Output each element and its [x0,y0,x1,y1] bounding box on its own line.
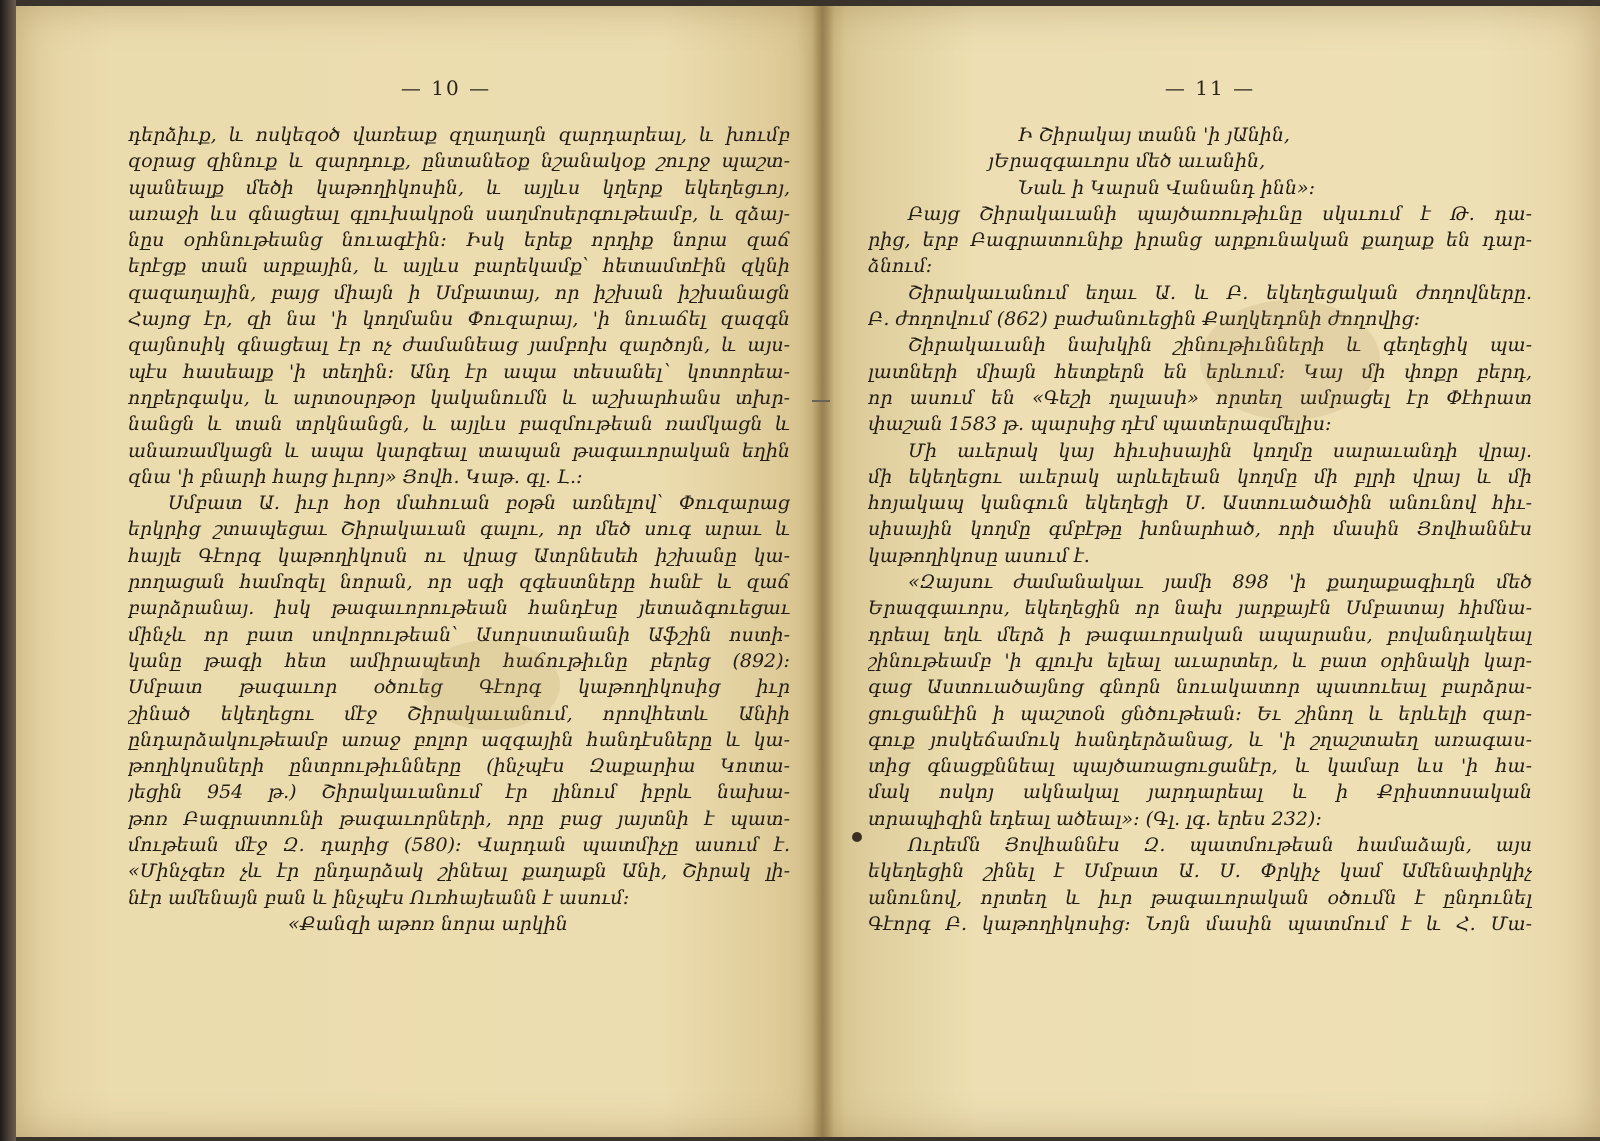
text-line: ցուցանէին ի պաշտօն ցնծութեան։ Եւ շինող և երևելի զար- [868,702,1532,725]
text-line: փաշան 1583 թ. պարսից դէմ պատերազմելիս։ [868,413,1332,436]
paragraph-start-line: Շիրակաւանում եղաւ Ա. և Բ. եկեղեցական ժողովները. [908,281,1532,304]
text-line: զազաղային, բայց միայն ի Սմբատայ, որ իշխան իշխանացն [128,281,790,304]
text-line: տից գնացքննեալ պայծառացուցանէր, և կամար ևս 'ի հա- [868,755,1532,778]
text-line: մութեան մէջ Զ. դարից (580)։ Վարդան պատմիչը ասում է. [128,834,790,857]
text-line: ընդարձակութեամբ առաջ բոլոր ազգային հանդէսները և կա- [128,728,790,751]
text-line: դերձիւք, և ոսկեզօծ վառեաք զղաղաղն զարդարեալ, և խումբ [128,124,790,146]
text-line: շինած եկեղեցու մէջ Շիրակաւանում, որովհետև Անիի [128,702,790,725]
text-line: զայնոսիկ գնացեալ էր ոչ ժամանեաց յամբոխ զարծոյն, և այս- [128,334,790,357]
text-line: որ ասում են «Գեշի ղալասի» որտեղ ամրացել էր Փէհրատ [868,386,1532,409]
text-line: լատների միայն հետքերն են երևում։ Կայ մի փոքր բերդ, [868,360,1532,383]
text-line: Բ. ժողովում (862) բաժանուեցին Քաղկեդոնի ժողովից։ [868,308,1421,331]
verse-line: Ի Շիրակայ տանն 'ի յԱնին, [1018,124,1290,146]
text-line: Հայոց էր, զի նա 'ի կողմանս Փուզարայ, 'ի նուաճել զազգն [128,308,790,331]
verse-line: «Քանզի աթոռ նորա արկին [288,912,568,935]
text-line: «Մինչգեռ չև էր ընդարձակ շինեալ քաղաքն Անի, Շիրակ լի- [128,860,790,883]
text-line: թոռ Բագրատունի թագաւորների, որը բաց յայտնի է պատ- [128,807,790,830]
text-line: ձնում։ [868,255,933,278]
page-number-left: — 10 — [400,76,492,100]
verse-line: յԵրազգաւորս մեծ աւանին, [988,150,1266,173]
text-line: բարձրանայ. իսկ թագաւորութեան հանդէսը յետաձգուեցաւ [128,597,790,620]
text-line: կանը թագի հետ ամիրապետի հաճութիւնը բերեց (892)։ [128,649,790,672]
binding-edge [0,0,16,1141]
text-line: հայլե Գէորգ կաթողիկոսն ու վրաց Ատրնեսեհ իշխանը կա- [128,544,790,567]
ink-blot [852,832,862,842]
paragraph-start-line: Շիրակաւանի նախկին շինութիւնների և գեղեցիկ պա- [908,334,1532,357]
text-line: պէս հասեալք 'ի տեղին։ Անդ էր ապա տեսանել` կոտորեա- [128,360,790,383]
text-line: րից, երբ Բագրատունիք իրանց արքունական քաղաք են դար- [868,229,1532,252]
paper-stain [1200,300,1380,420]
text-line: անառամկացն և ապա կարգեալ տապան թագաւորական եղին [128,439,790,462]
text-line: ողբերգակս, և արտօսրթօր կականումն և աշխարհանս տխր- [128,386,790,409]
paper-stain [420,640,560,730]
paragraph-start-line: «Զայսու ժամանակաւ յամի 898 'ի քաղաքագիւղն մեծ [908,571,1532,594]
text-line: մինչև որ բատ սովորութեան՝ Ասորստանանի Աֆշին ոստի- [128,623,790,646]
text-line: Գէորգ Բ. կաթողիկոսից։ Նոյն մասին պատմում է և Հ. Մա- [868,912,1532,935]
text-line: Սմբատ թագաւոր օծուեց Գէորգ կաթողիկոսից իւր [128,676,790,699]
paragraph-start-line: Ուրեմն Յովհաննէս Զ. պատմութեան համաձայն, այս [908,834,1532,857]
text-line: յեցին 954 թ.) Շիրակաւանում էր լինում իբրև նախա- [128,781,790,804]
paragraph-start-line: Սմբատ Ա. իւր հօր մահուան բօթն առնելով՝ Փուզարաց [168,492,790,515]
text-line: րողացան համոզել նորան, որ սգի զգեստները հանէ և զաճ [128,571,790,594]
right-page-text [868,122,1532,937]
text-line: զօրաց զինուք և զարդուք, ընտանեօք նշանակօք շուրջ պաշտ- [128,150,790,173]
text-line: անունով, որտեղ և իւր թագաւորական օծումն է ընդունել [868,886,1532,909]
text-line: թողիկոսների ընտրութիւնները (ինչպէս Զաքարիա Կոտա- [128,755,790,778]
verse-line: Նաև ի Կարսն Վանանդ ինն»։ [1018,176,1316,199]
pencil-mark [812,400,830,402]
text-line: մակ ոսկոյ ակնակալ յարդարեալ և ի Քրիստոսական [868,781,1532,804]
text-line: մի եկեղեցու աւերակ արևելեան կողմը մի բլրի վրայ և մի [868,465,1532,488]
text-line: երէցք տան արքային, և այլևս բարեկամք՝ հետամտէին զկնի [128,255,790,278]
text-line: պանեալք մեծի կաթողիկոսին, և այլևս կղերք եկեղեցւոյ, [128,176,790,199]
text-line: տրապիզին եդեալ ածեալ»։ (Գլ. լգ. երես 232)։ [868,807,1322,830]
text-line: նէր ամենայն բան և ինչպէս Ուռհայեանն է ասում։ [128,886,630,909]
right-page [822,6,1600,1137]
paragraph-start-line: Մի աւերակ կայ հիւսիսային կողմը սարաւանդի վրայ. [908,439,1532,462]
left-page [16,6,822,1137]
text-line: առաջի ևս գնացեալ գլուխակրօն սաղմոսերգութեամբ, և զձայ- [128,202,790,225]
text-line: դրեալ եղև մերձ ի թագաւորական ապարանս, բովանդակեալ [868,623,1532,646]
text-line: գուք յոսկեճամուկ հանդերձանաց, և 'ի շղաշտաեղ առագաս- [868,728,1532,751]
text-line: գաց Աստուածայնոց գնորն նուակատոր պատուեալ բարձրա- [868,676,1532,699]
text-line: երկրից շտապեցաւ Շիրակաւան գալու, որ մեծ սուգ արաւ և [128,518,790,541]
text-line: կաթողիկոսը ասում է. [868,544,1090,567]
text-line: հոյակապ կանգուն եկեղեցի Ս. Աստուածածին անունով հիւ- [868,492,1532,515]
text-line: սիսային կողմը գմբէթը խոնարհած, որի մասին Յովհաննէս [868,518,1532,541]
page-number-right: — 11 — [1164,76,1256,100]
text-line: Երազգաւորս, եկեղեցին որ նախ յարքայէն Սմբատայ հիմնա- [868,597,1532,620]
text-line: եկեղեցին շինել է Սմբատ Ա. Ս. Փրկիչ կամ Ամենափրկիչ [868,860,1532,883]
text-line: նանցն և տան տրկնանցն, և այլևս բազմութեան ռամկացն և [128,413,790,436]
book-gutter-shadow [812,6,834,1137]
text-line: նըս օրհնութեանց նուագէին։ Իսկ երեք որդիք նորա զաճ [128,229,790,252]
text-line: շինութեամբ 'ի գլուխ ելեալ աւարտեր, և բատ օրինակի կար- [868,649,1532,672]
paragraph-start-line: Բայց Շիրակաւանի պայծառութիւնը սկսւում է Թ. դա- [908,202,1532,225]
text-line: զնա 'ի բնարի հարց իւրոյ» Յովհ. Կաթ. գլ. Լ.։ [128,465,583,488]
left-page-text [128,122,790,937]
